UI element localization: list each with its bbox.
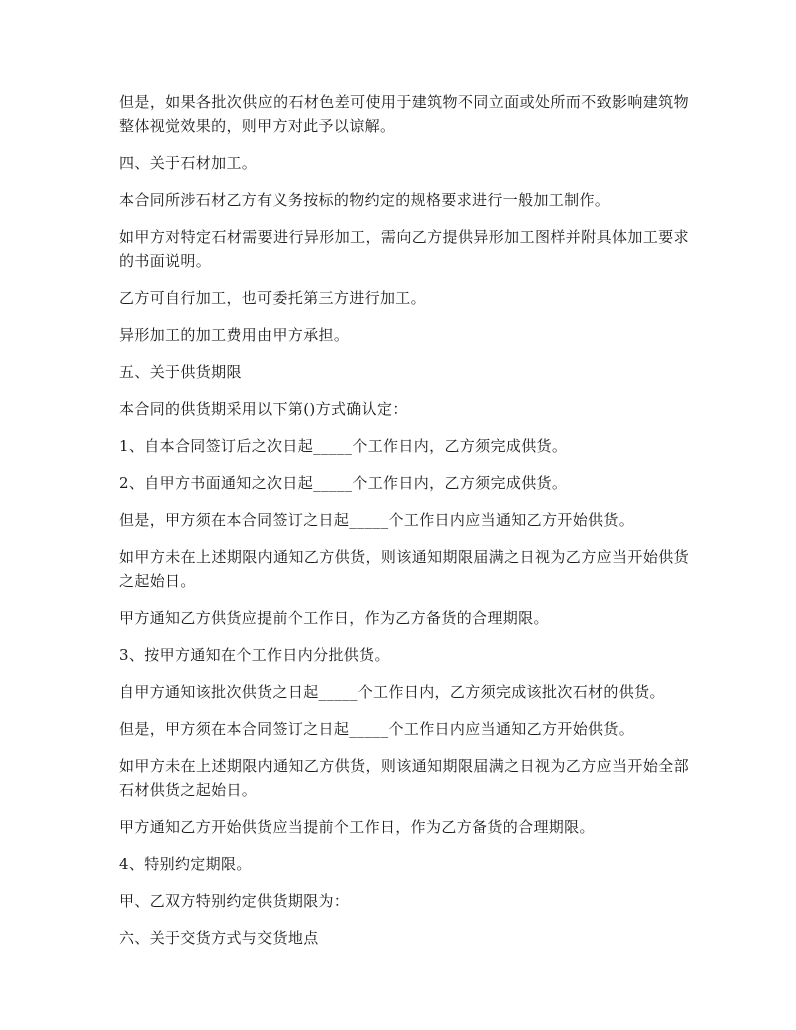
paragraph-processing-cost: 异形加工的加工费用由甲方承担。: [119, 326, 350, 344]
section-heading-stone-processing: 四、关于石材加工。: [119, 154, 258, 172]
paragraph-option-4: 4、特别约定期限。: [119, 855, 252, 873]
document-body: [119, 90, 689, 963]
paragraph-option-3-batch: 自甲方通知该批次供货之日起_____个工作日内，乙方须完成该批次石材的供货。: [119, 683, 665, 701]
paragraph-option-2: 2、自甲方书面通知之次日起_____个工作日内，乙方须完成供货。: [119, 474, 568, 492]
paragraph-supply-method-intro: 本合同的供货期采用以下第()方式确认定：: [119, 400, 408, 418]
paragraph-option-1: 1、自本合同签订后之次日起_____个工作日内，乙方须完成供货。: [119, 437, 568, 455]
paragraph-color-difference: 但是，如果各批次供应的石材色差可使用于建筑物不同立面或处所而不致影响建筑物整体视觉效果的，则甲方对此予以谅解。: [119, 93, 689, 135]
section-heading-delivery: 六、关于交货方式与交货地点: [119, 929, 319, 947]
paragraph-option-3-default-start: 如甲方未在上述期限内通知乙方供货，则该通知期限届满之日视为乙方应当开始全部石材供货之起始日。: [119, 757, 689, 799]
paragraph-general-processing: 本合同所涉石材乙方有义务按标的物约定的规格要求进行一般加工制作。: [119, 191, 611, 209]
paragraph-option-3-advance-notice: 甲方通知乙方开始供货应当提前个工作日，作为乙方备货的合理期限。: [119, 818, 595, 836]
paragraph-option-2-notice: 但是，甲方须在本合同签订之日起_____个工作日内应当通知乙方开始供货。: [119, 511, 635, 529]
paragraph-option-3-notice: 但是，甲方须在本合同签订之日起_____个工作日内应当通知乙方开始供货。: [119, 720, 635, 738]
paragraph-option-2-default-start: 如甲方未在上述期限内通知乙方供货，则该通知期限届满之日视为乙方应当开始供货之起始日。: [119, 548, 689, 590]
paragraph-special-shape-processing: 如甲方对特定石材需要进行异形加工，需向乙方提供异形加工图样并附具体加工要求的书面说明。: [119, 228, 689, 270]
paragraph-processing-options: 乙方可自行加工，也可委托第三方进行加工。: [119, 289, 427, 307]
section-heading-supply-period: 五、关于供货期限: [119, 363, 242, 381]
paragraph-option-3: 3、按甲方通知在个工作日内分批供货。: [119, 646, 390, 664]
paragraph-special-period: 甲、乙双方特别约定供货期限为：: [119, 892, 350, 910]
paragraph-option-2-advance-notice: 甲方通知乙方供货应提前个工作日，作为乙方备货的合理期限。: [119, 609, 549, 627]
